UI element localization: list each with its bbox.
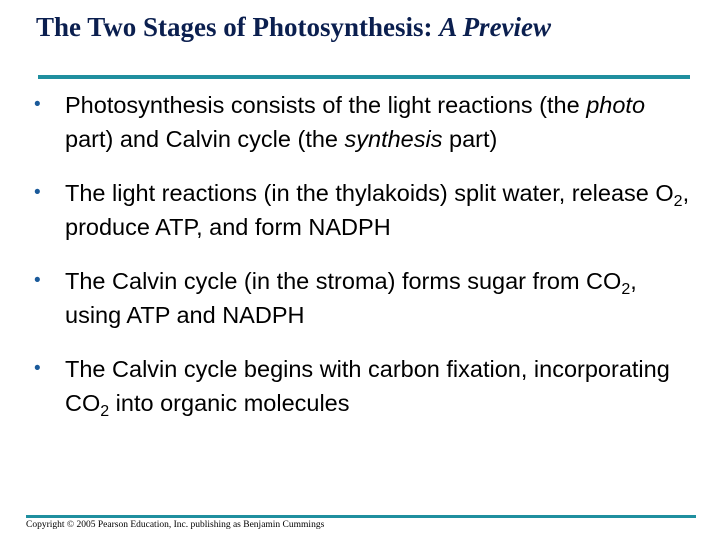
bullet-item-calvin-cycle-sugar bbox=[34, 264, 694, 332]
bullet-text-segment: , produce ATP, and form NADPH bbox=[65, 180, 690, 240]
bullet-text-segment: The Calvin cycle begins with carbon fixation, incorporating CO bbox=[65, 356, 670, 416]
bullet-text bbox=[65, 264, 694, 332]
slide-title-italic: A Preview bbox=[439, 12, 552, 42]
bullet-text-segment: , using ATP and NADPH bbox=[65, 268, 637, 328]
bullet-item-carbon-fixation bbox=[34, 352, 694, 420]
title-divider bbox=[38, 75, 690, 79]
bullet-text bbox=[65, 176, 694, 244]
bullet-text-emphasis: photo bbox=[586, 92, 646, 118]
subscript: 2 bbox=[621, 281, 631, 298]
copyright-notice: Copyright © 2005 Pearson Education, Inc. publishing as Benjamin Cummings bbox=[26, 520, 325, 530]
bullet-text bbox=[65, 352, 694, 420]
bullet-text-emphasis: synthesis bbox=[344, 126, 443, 152]
bullet-list bbox=[34, 88, 694, 440]
bullet-marker: • bbox=[34, 358, 41, 379]
subscript: 2 bbox=[673, 193, 683, 210]
bullet-item-photosynthesis-overview bbox=[34, 88, 694, 156]
slide-title bbox=[36, 8, 551, 46]
bullet-text-segment: into organic molecules bbox=[109, 390, 350, 416]
bullet-text-segment: The light reactions (in the thylakoids) split water, release O bbox=[65, 180, 674, 206]
bullet-text-segment: The Calvin cycle (in the stroma) forms sugar from CO bbox=[65, 268, 622, 294]
slide-title-main: The Two Stages of Photosynthesis: bbox=[36, 12, 440, 42]
bullet-item-light-reactions bbox=[34, 176, 694, 244]
bullet-marker: • bbox=[34, 94, 41, 115]
bullet-text bbox=[65, 88, 694, 156]
bullet-text-segment: part) and Calvin cycle (the bbox=[65, 126, 345, 152]
subscript: 2 bbox=[100, 403, 110, 420]
footer-divider bbox=[26, 515, 696, 518]
bullet-text-segment: part) bbox=[442, 126, 498, 152]
bullet-marker: • bbox=[34, 182, 41, 203]
bullet-text-segment: Photosynthesis consists of the light reactions (the bbox=[65, 92, 587, 118]
bullet-marker: • bbox=[34, 270, 41, 291]
